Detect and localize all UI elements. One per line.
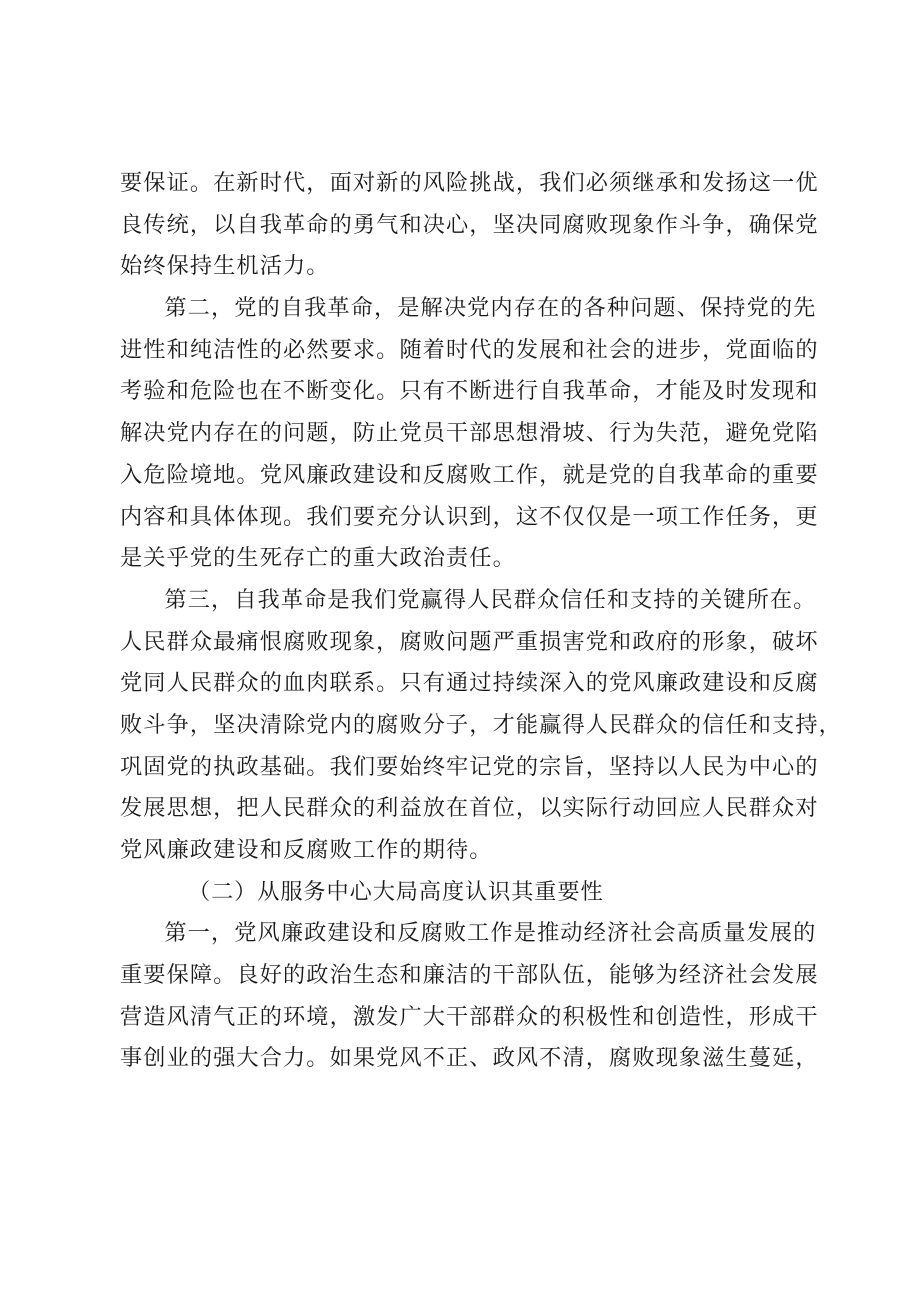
text-line: 是关乎党的生死存亡的重大政治责任。 bbox=[120, 545, 516, 572]
section-heading bbox=[120, 872, 810, 914]
text-line: 进性和纯洁性的必然要求。随着时代的发展和社会的进步，党面临的 bbox=[120, 336, 819, 363]
text-line: 败斗争，坚决清除党内的腐败分子，才能赢得人民群众的信任和支持， bbox=[120, 711, 842, 738]
text-line: 党风廉政建设和反腐败工作的期待。 bbox=[120, 837, 493, 863]
text-line: 巩固党的执政基础。我们要始终牢记党的宗旨，坚持以人民为中心的 bbox=[120, 753, 819, 780]
text-line: 事创业的强大合力。如果党风不正、政风不清，腐败现象滋生蔓延， bbox=[120, 1045, 819, 1072]
heading-line: （二）从服务中心大局高度认识其重要性 bbox=[188, 878, 604, 905]
paragraph-third-point bbox=[120, 580, 842, 872]
paragraph-continuation bbox=[120, 163, 819, 288]
text-line: 始终保持生机活力。 bbox=[120, 253, 330, 280]
text-line: 第二，党的自我革命，是解决党内存在的各种问题、保持党的先 bbox=[164, 295, 817, 322]
text-line: 要保证。在新时代，面对新的风险挑战，我们必须继承和发扬这一优 bbox=[120, 170, 819, 196]
text-line: 内容和具体体现。我们要充分认识到，这不仅仅是一项工作任务，更 bbox=[120, 503, 819, 530]
text-line: 入危险境地。党风廉政建设和反腐败工作，就是党的自我革命的重要 bbox=[120, 461, 819, 488]
text-line: 良传统，以自我革命的勇气和决心，坚决同腐败现象作斗争，确保党 bbox=[120, 211, 819, 238]
text-line: 重要保障。良好的政治生态和廉洁的干部队伍，能够为经济社会发展 bbox=[120, 962, 819, 989]
document-body bbox=[120, 163, 842, 1080]
text-line: 考验和危险也在不断变化。只有不断进行自我革命，才能及时发现和 bbox=[120, 378, 819, 405]
text-line: 人民群众最痛恨腐败现象，腐败问题严重损害党和政府的形象，破坏 bbox=[120, 628, 819, 655]
text-line: 党同人民群众的血肉联系。只有通过持续深入的党风廉政建设和反腐 bbox=[120, 670, 819, 697]
text-line: 营造风清气正的环境，激发广大干部群众的积极性和创造性，形成干 bbox=[120, 1003, 819, 1030]
paragraph-second-point bbox=[120, 288, 819, 580]
paragraph-first-point bbox=[120, 913, 819, 1080]
text-line: 发展思想，把人民群众的利益放在首位，以实际行动回应人民群众对 bbox=[120, 795, 819, 822]
text-line: 解决党内存在的问题，防止党员干部思想滑坡、行为失范，避免党陷 bbox=[120, 420, 819, 447]
text-line: 第三，自我革命是我们党赢得人民群众信任和支持的关键所在。 bbox=[164, 586, 817, 613]
text-line: 第一，党风廉政建设和反腐败工作是推动经济社会高质量发展的 bbox=[164, 920, 817, 947]
